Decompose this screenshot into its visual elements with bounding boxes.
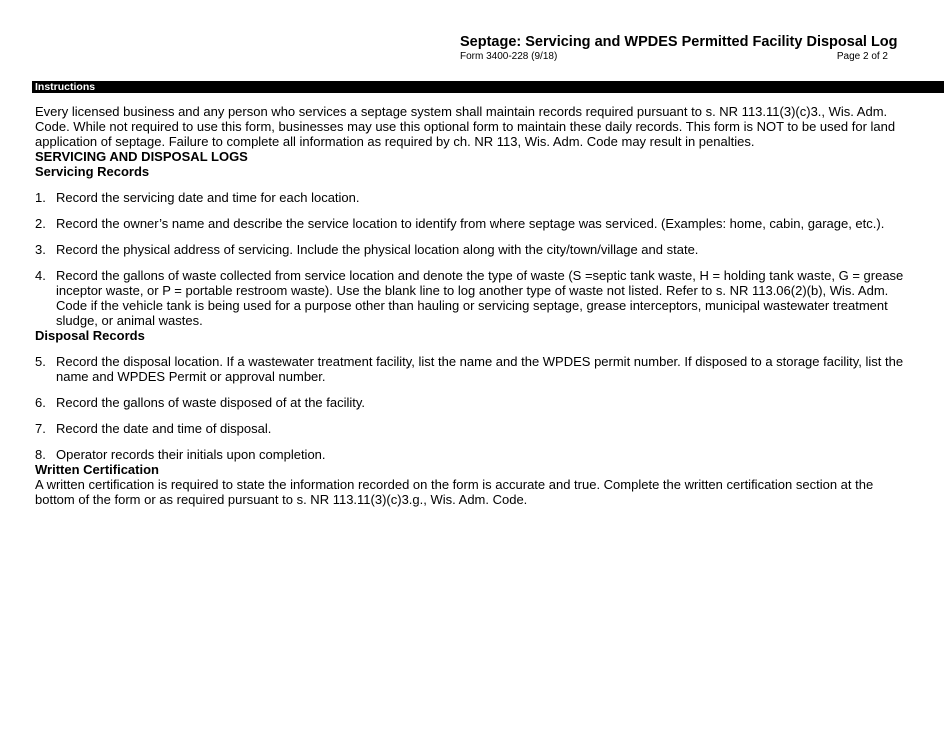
list-item-text: Record the disposal location. If a wastewater treatment facility, list the name and the WPDES permit number. If disposed to a storage facility, list the name and WPDES Permit or approval number. [56, 354, 904, 384]
intro-paragraph: Every licensed business and any person who services a septage system shall maintain records required pursuant to s. NR 113.11(3)(c)3., Wis. Adm. Code. While not required to use this form, businesses may use this optional form to maintain these daily records. This form is NOT to be used for land application of septage. Failure to complete all information as required by ch. NR 113, Wis. Adm. Code may result in penalties. [35, 104, 896, 149]
instructions-label: Instructions [35, 81, 96, 93]
page-number: Page 2 of 2 [836, 51, 888, 62]
list-item-number: 7. [35, 421, 46, 436]
list-item-number: 4. [35, 268, 46, 283]
form-title: Septage: Servicing and WPDES Permitted Facility Disposal Log [460, 34, 898, 50]
list-item-text: Record the physical address of servicing. Include the physical location along with the city/town/village and state. [56, 242, 699, 257]
list-item [35, 190, 915, 205]
list-item-text: Record the owner’s name and describe the service location to identify from where septage was serviced. (Examples: home, cabin, garage, etc.). [56, 216, 885, 231]
list-item-number: 2. [35, 216, 46, 231]
list-item [35, 395, 915, 410]
list-item-text: Record the date and time of disposal. [56, 421, 272, 436]
list-item-number: 5. [35, 354, 46, 369]
form-meta-row [460, 51, 896, 63]
list-item-number: 8. [35, 447, 46, 462]
certification-paragraph: A written certification is required to state the information recorded on the form is accurate and true. Complete the written certification section at the bottom of the form or as required pursuant to s. NR 113.11(3)(c)3.g., Wis. Adm. Code. [35, 477, 874, 507]
list-item [35, 216, 915, 231]
section-title: SERVICING AND DISPOSAL LOGS [35, 149, 248, 164]
list-item [35, 421, 915, 436]
instructions-bar [32, 81, 944, 93]
disposal-heading: Disposal Records [35, 328, 145, 343]
certification-heading: Written Certification [35, 462, 159, 477]
list-item-text: Record the servicing date and time for each location. [56, 190, 360, 205]
form-number: Form 3400-228 (9/18) [460, 51, 558, 62]
list-item-text: Record the gallons of waste disposed of at the facility. [56, 395, 366, 410]
servicing-heading: Servicing Records [35, 164, 150, 179]
list-item-number: 3. [35, 242, 46, 257]
list-item [35, 354, 915, 384]
list-item-number: 1. [35, 190, 46, 205]
list-item-text: Record the gallons of waste collected from service location and denote the type of waste (S =septic tank waste, H = holding tank waste, G = grease inceptor waste, or P = portable restroom waste). Use the blank line to log another type of waste not listed. Refer to s. NR 113.06(2)(b), Wis. Adm. Code if the vehicle tank is being used for a purpose other than hauling or servicing septage, grease interceptors, municipal wastewater treatment sludge, or animal wastes. [56, 268, 904, 328]
form-header [460, 34, 896, 63]
list-item-number: 6. [35, 395, 46, 410]
list-item [35, 447, 915, 462]
list-item [35, 242, 915, 257]
instructions-content [35, 104, 915, 507]
list-item [35, 268, 915, 328]
list-item-text: Operator records their initials upon completion. [56, 447, 326, 462]
